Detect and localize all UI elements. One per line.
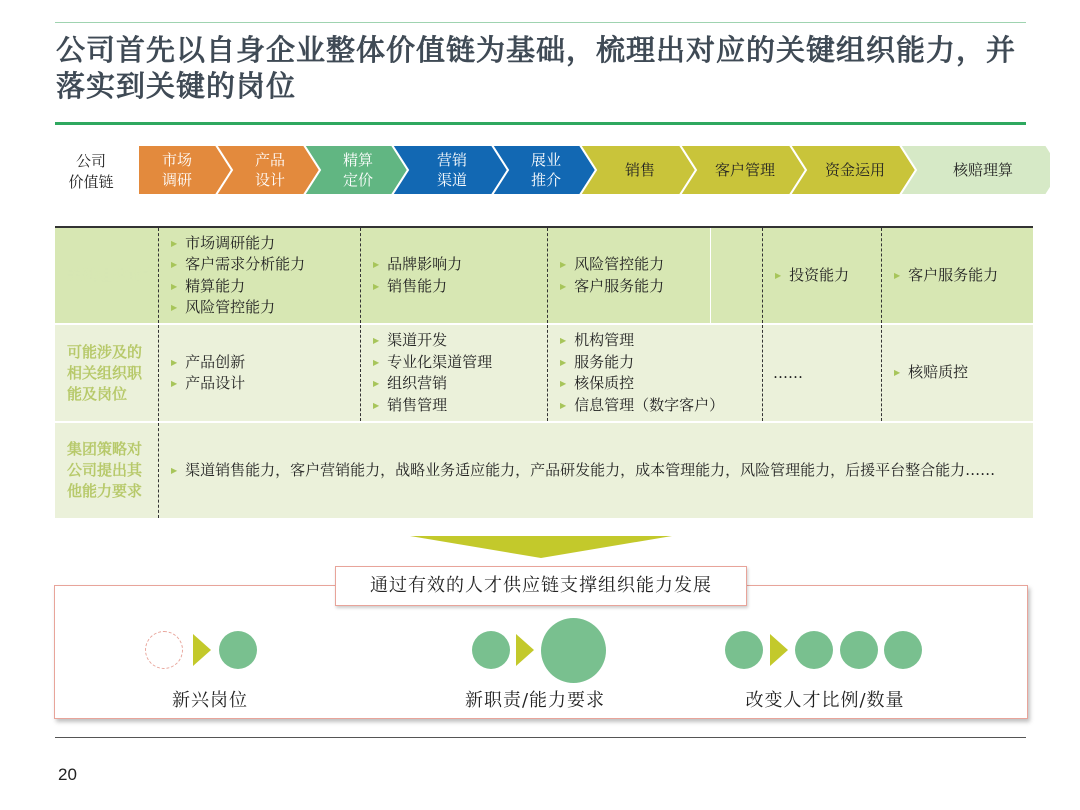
chain-step [900,145,1050,195]
table-row-related-positions [55,325,1033,423]
group-requirements-text: 渠道销售能力，客户营销能力，战略业务适应能力，产品研发能力，成本管理能力，风险管理能力，后援平台整合能力…… [185,461,996,479]
arrow-right-icon [516,634,534,666]
chain-step [216,145,320,195]
cell-r2-c1 [158,325,360,421]
circle-icon [795,631,833,669]
chain-step-label: 渠道 [436,171,468,189]
list-item: ▶ 产品设计 [171,373,360,395]
row-header-related-positions: 可能涉及的相关组织职能及岗位 [67,342,143,403]
list-item: ▶ 服务能力 [560,352,762,374]
circle-icon [884,631,922,669]
cell-r1-c3 [547,228,710,323]
value-chain-label: 公司 价值链 [68,152,114,191]
cell-r1-c1 [158,228,360,323]
list-item: ▶ 精算能力 [171,276,360,298]
list-item: ▶ 渠道开发 [373,330,547,352]
chain-step-label: 推介 [530,171,562,189]
empty-circle-icon [145,631,183,669]
arrow-right-icon [193,634,211,666]
small-circle-icon [472,631,510,669]
cell-r1-c4 [762,228,881,323]
chain-step [304,145,408,195]
list-item: ▶ 组织营销 [373,373,547,395]
down-arrow-icon [410,536,672,560]
list-item: ▶ 投资能力 [775,265,881,287]
cell-r1-spacer [710,228,762,323]
chain-step-label: 定价 [342,171,374,189]
list-item: ▶ 品牌影响力 [373,254,547,276]
list-item: ▶ 信息管理（数字客户） [560,395,762,417]
circle-icon [725,631,763,669]
page-number: 20 [58,765,77,784]
chain-step-label: 销售 [624,161,656,179]
cell-r2-c2 [360,325,547,421]
chain-step [492,145,596,195]
footer-divider [55,737,1026,738]
circle-icon [840,631,878,669]
top-divider [55,22,1026,23]
group-label-new-duties: 新职责/能力要求 [464,690,606,711]
chain-step-label: 客户管理 [714,161,776,179]
group-label-new-positions: 新兴岗位 [172,690,248,711]
list-item: ▶ 客户服务能力 [894,265,1033,287]
chain-step [392,145,508,195]
cell-r2-c4 [762,325,881,421]
list-item: ▶ 客户需求分析能力 [171,254,360,276]
page-title: 公司首先以自身企业整体价值链为基础，梳理出对应的关键组织能力，并落实到关键的岗位 [56,33,1017,103]
chain-step-label: 资金运用 [824,161,886,179]
cell-r3-content [158,423,1033,518]
chain-step [790,145,916,195]
list-item: ▶ 客户服务能力 [560,276,710,298]
group-label-talent-ratio: 改变人才比例/数量 [745,690,905,711]
list-item: ▶ 产品创新 [171,352,360,374]
chain-step-label: 设计 [254,171,286,189]
list-item: ▶ 风险管控能力 [171,297,360,319]
chain-step-label: 精算 [342,151,374,169]
cell-r2-c3 [547,325,762,421]
cell-r1-c2 [360,228,547,323]
chain-step-label: 核赔理算 [952,161,1014,179]
cell-r2-c5 [881,325,1033,421]
cell-r1-c5 [881,228,1033,323]
chain-step [680,145,806,195]
talent-supply-title: 通过有效的人才供应链支撑组织能力发展 [335,566,747,606]
list-item: ▶ 机构管理 [560,330,762,352]
list-item: ▶ 市场调研能力 [171,233,360,255]
chain-step-label: 营销 [436,151,468,169]
list-item: ▶ 核保质控 [560,373,762,395]
table-row-group-requirements [55,423,1033,518]
list-item: ▶ 销售能力 [373,276,547,298]
list-item: ▶ 风险管控能力 [560,254,710,276]
arrow-right-icon [770,634,788,666]
chain-step [138,145,232,195]
large-circle-icon [541,618,606,683]
table-row-key-capabilities [55,228,1033,325]
chain-step-label: 调研 [161,171,193,189]
circle-icon [219,631,257,669]
chain-step-label: 产品 [254,151,286,169]
capability-table [55,226,1033,518]
ellipsis-text: …… [773,364,803,382]
row-header-group-requirements: 集团策略对公司提出其他能力要求 [67,440,143,500]
value-chain [138,145,1050,197]
list-item: ▶ 渠道销售能力，客户营销能力，战略业务适应能力，产品研发能力，成本管理能力，风险管理能力，后援平台整合能力…… [171,461,996,479]
chain-step-label: 市场 [161,151,193,169]
list-item: ▶ 销售管理 [373,395,547,417]
title-divider [55,122,1026,125]
list-item: ▶ 核赔质控 [894,362,1033,384]
list-item: ▶ 专业化渠道管理 [373,352,547,374]
chain-step-label: 展业 [530,151,562,169]
chain-step [580,145,696,195]
row-header-key-capabilities: 关键组织能力 [67,266,158,284]
